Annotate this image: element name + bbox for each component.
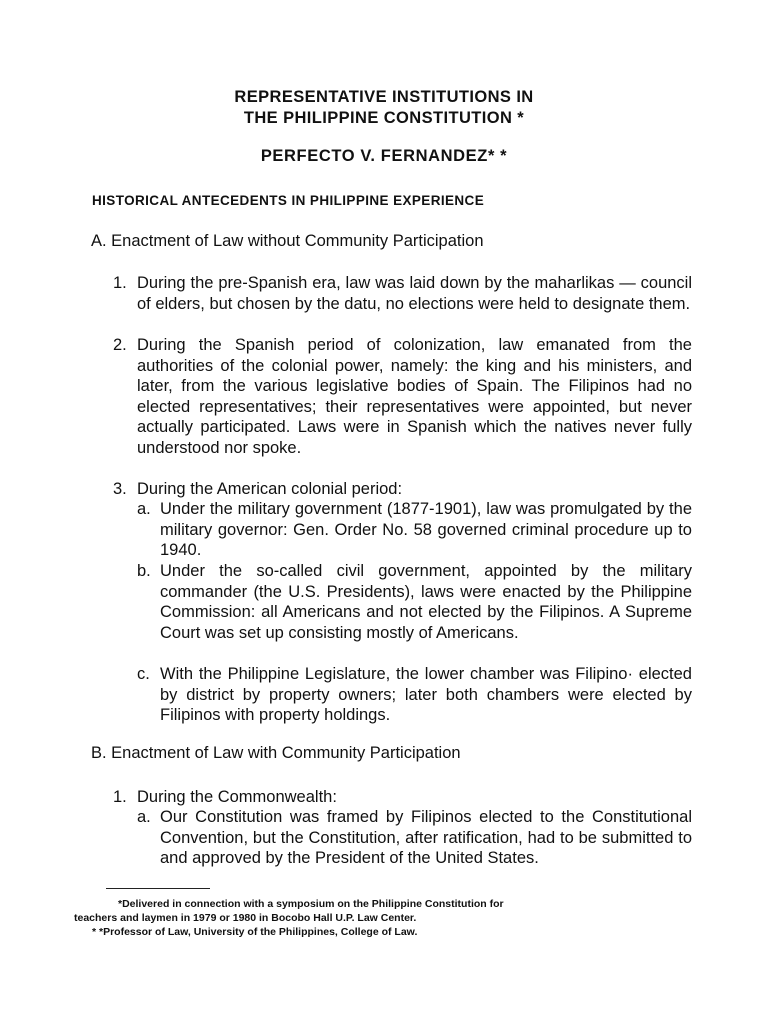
- sub-list-item-letter: a.: [137, 808, 151, 826]
- list-item-text: During the American colonial period:: [137, 480, 403, 498]
- footnote-1-line-2: teachers and laymen in 1979 or 1980 in Bocobo Hall U.P. Law Center.: [74, 911, 417, 924]
- list-item-text: During the pre-Spanish era, law was laid down by the maharlikas — council of elders, but chosen by the datu, no elections were held to designate them.: [137, 274, 692, 313]
- list-item: [113, 335, 692, 458]
- list-item-number: 1.: [113, 274, 127, 292]
- list-item-number: 3.: [113, 480, 127, 498]
- section-b-title: B. Enactment of Law with Community Participation: [91, 744, 461, 762]
- footnote-2: * *Professor of Law, University of the Philippines, College of Law.: [92, 926, 418, 938]
- list-item-text: During the Spanish period of colonization, law emanated from the authorities of the colonial power, namely: the king and his ministers, and later, from the various legislative bodies of Spain. The Filipinos had no elected representatives; their representatives were appointed, but never actually participated. Laws were in Spanish which the natives never fully understood nor spoke.: [137, 336, 692, 457]
- list-item: [113, 479, 692, 500]
- footnote-1-line-1: *Delivered in connection with a symposium on the Philippine Constitution for: [118, 898, 504, 910]
- list-item: [113, 787, 692, 808]
- sub-list-item: [137, 807, 692, 869]
- list-item-number: 2.: [113, 336, 127, 354]
- sub-list-item-text: Under the so-called civil government, appointed by the military commander (the U.S. Presidents), laws were enacted by the Philippine Commission: all Americans and not elected by the Filipinos. A Supreme Court was set up consisting mostly of Americans.: [160, 562, 692, 642]
- sub-list-item-text: With the Philippine Legislature, the lower chamber was Filipino· elected by district by property owners; later both chambers were elected by Filipinos with property holdings.: [160, 665, 692, 724]
- author-name: PERFECTO V. FERNANDEZ* *: [260, 147, 508, 165]
- list-item-number: 1.: [113, 788, 127, 806]
- sub-list-item-text: Under the military government (1877-1901), law was promulgated by the military governor: Gen. Order No. 58 governed criminal procedure up to 1940.: [160, 500, 692, 559]
- sub-list-item-text: Our Constitution was framed by Filipinos elected to the Constitutional Convention, but the Constitution, after ratification, had to be submitted to and approved by the President of the United States.: [160, 808, 692, 867]
- sub-list-item: [137, 499, 692, 561]
- footnote-divider: [106, 888, 210, 889]
- section-heading: HISTORICAL ANTECEDENTS IN PHILIPPINE EXPERIENCE: [92, 193, 485, 208]
- document-title-line-1: REPRESENTATIVE INSTITUTIONS IN: [234, 88, 534, 106]
- sub-list-item: [137, 561, 692, 643]
- list-item: [113, 273, 692, 314]
- list-item-text: During the Commonwealth:: [137, 788, 337, 806]
- footnote-1: [74, 898, 698, 925]
- section-a-title: A. Enactment of Law without Community Participation: [91, 232, 484, 250]
- sub-list-item: [137, 664, 692, 726]
- sub-list-item-letter: a.: [137, 500, 151, 518]
- document-title-line-2: THE PHILIPPINE CONSTITUTION *: [243, 109, 525, 127]
- sub-list-item-letter: c.: [137, 665, 150, 683]
- sub-list-item-letter: b.: [137, 562, 151, 580]
